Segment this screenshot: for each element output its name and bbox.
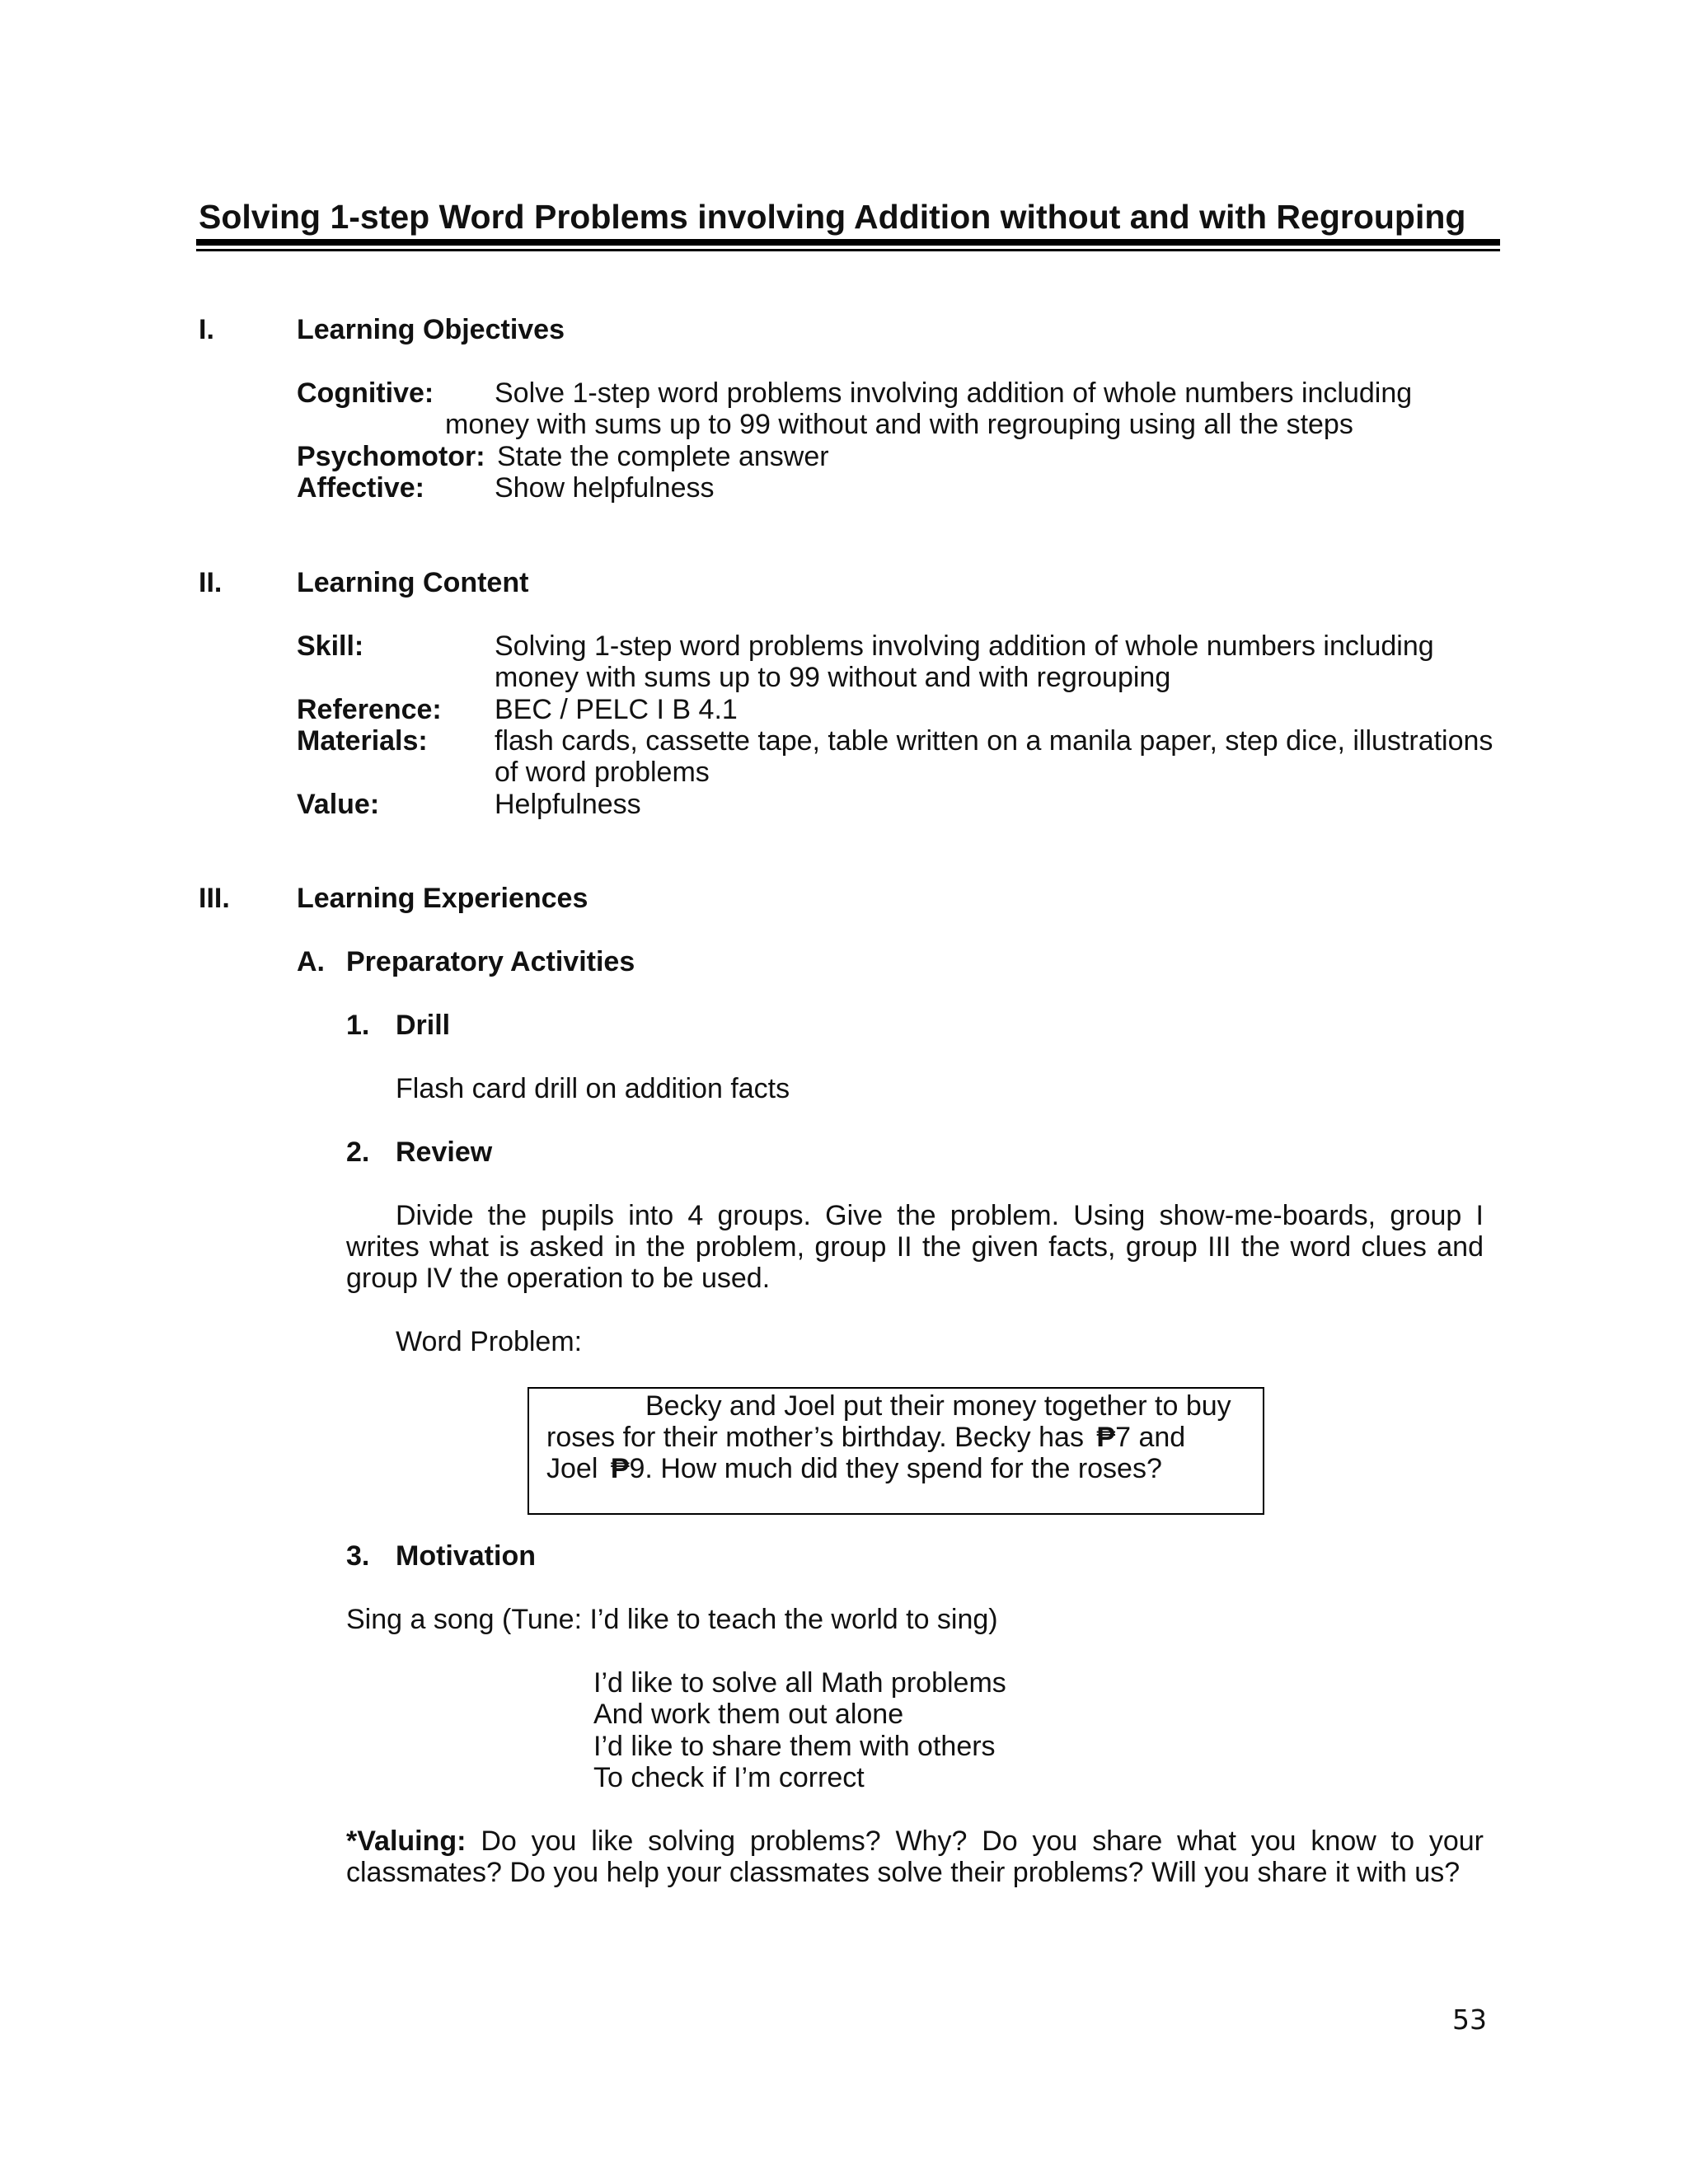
subsection-a-letter: A. (297, 946, 325, 977)
title-rule-thick (196, 239, 1500, 246)
drill-heading: Drill (396, 1010, 451, 1041)
psychomotor-label: Psychomotor: (297, 441, 485, 472)
song-intro: Sing a song (Tune: I’d like to teach the world to sing) (346, 1604, 998, 1635)
drill-number: 1. (346, 1010, 370, 1041)
title-rule-thin (196, 249, 1500, 251)
motivation-number: 3. (346, 1540, 370, 1572)
value-label: Value: (297, 789, 380, 820)
materials-label: Materials: (297, 725, 428, 757)
section-3-number: III. (199, 883, 230, 914)
review-heading: Review (396, 1137, 493, 1168)
section-1-heading: Learning Objectives (297, 314, 565, 345)
skill-text-line1: Solving 1-step word problems involving addition of whole numbers including (495, 630, 1434, 662)
peso-sign: ₱ (610, 1453, 630, 1484)
cognitive-label: Cognitive: (297, 377, 434, 409)
subsection-a-heading: Preparatory Activities (346, 946, 635, 977)
word-problem-line2 (546, 1422, 1185, 1453)
word-problem-line2a: roses for their mother’s birthday. Becky has (546, 1422, 1084, 1453)
materials-text-line2: of word problems (495, 757, 710, 788)
cognitive-text-line2: money with sums up to 99 without and with regrouping using all the steps (445, 409, 1353, 440)
skill-label: Skill: (297, 630, 364, 662)
motivation-heading: Motivation (396, 1540, 536, 1572)
word-problem-label: Word Problem: (396, 1326, 583, 1357)
review-paragraph: Divide the pupils into 4 groups. Give the problem. Using show-me-boards, group I writes what is asked in the problem, group II the given facts, group III the word clues and group IV the operation to be used. (346, 1200, 1484, 1294)
reference-label: Reference: (297, 694, 442, 725)
cognitive-text-line1: Solve 1-step word problems involving addition of whole numbers including (495, 377, 1413, 409)
word-problem-line3a: Joel (546, 1453, 598, 1484)
word-problem-line2b: 7 and (1115, 1422, 1186, 1453)
page-title: Solving 1-step Word Problems involving Addition without and with Regrouping (199, 198, 1466, 236)
reference-text: BEC / PELC I B 4.1 (495, 694, 738, 725)
skill-text-line2: money with sums up to 99 without and with regrouping (495, 662, 1171, 693)
valuing-paragraph (346, 1825, 1484, 1888)
review-number: 2. (346, 1137, 370, 1168)
section-1-number: I. (199, 314, 214, 345)
drill-text: Flash card drill on addition facts (396, 1073, 790, 1104)
section-3-heading: Learning Experiences (297, 883, 588, 914)
word-problem-line3 (546, 1453, 1162, 1484)
song-line: And work them out alone (593, 1699, 904, 1730)
section-2-heading: Learning Content (297, 567, 529, 598)
psychomotor-text: State the complete answer (497, 441, 829, 472)
affective-label: Affective: (297, 472, 424, 504)
song-line: I’d like to share them with others (593, 1731, 996, 1762)
song-line: I’d like to solve all Math problems (593, 1667, 1006, 1699)
materials-text-line1: flash cards, cassette tape, table written on a manila paper, step dice, illustrations (495, 725, 1493, 757)
song-line: To check if I’m correct (593, 1762, 865, 1793)
value-text: Helpfulness (495, 789, 641, 820)
page-number: 53 (1452, 2004, 1487, 2036)
valuing-label: *Valuing: (346, 1825, 467, 1857)
word-problem-line3b: 9. How much did they spend for the roses? (629, 1453, 1162, 1484)
section-2-number: II. (199, 567, 223, 598)
peso-sign: ₱ (1096, 1422, 1116, 1453)
valuing-text: Do you like solving problems? Why? Do you share what you know to your classmates? Do you help your classmates solve their problems? Will you share it with us? (346, 1825, 1484, 1888)
word-problem-line1: Becky and Joel put their money together to buy (645, 1390, 1231, 1422)
affective-text: Show helpfulness (495, 472, 715, 504)
